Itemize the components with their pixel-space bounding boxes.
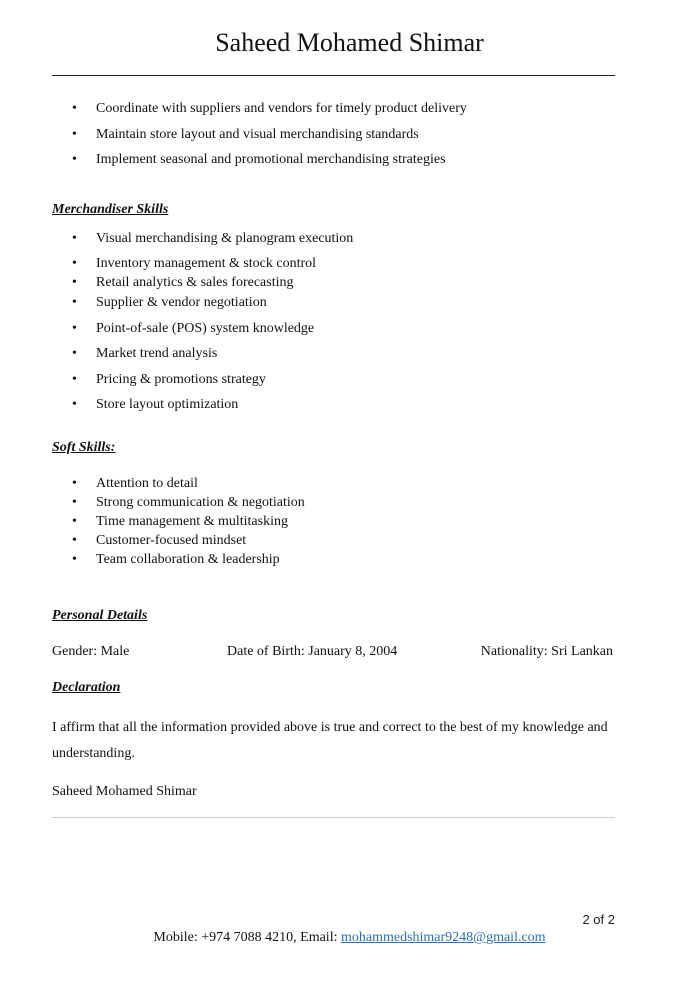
list-item: • Customer-focused mindset	[52, 532, 305, 551]
header-divider	[52, 75, 615, 76]
email-link[interactable]: mohammedshimar9248@gmail.com	[340, 930, 546, 945]
personal-details-heading: Personal Details	[52, 608, 148, 623]
list-item: • Attention to detail	[52, 475, 305, 494]
contact-footer	[0, 930, 699, 946]
list-item: • Retail analytics & sales forecasting	[52, 274, 294, 292]
list-item: • Coordinate with suppliers and vendors for timely product delivery	[52, 100, 467, 126]
list-item: • Inventory management & stock control	[52, 255, 316, 273]
page-number: 2 of 2	[582, 912, 615, 927]
candidate-name: Saheed Mohamed Shimar	[215, 28, 484, 57]
list-item: • Implement seasonal and promotional merchandising strategies	[52, 151, 467, 177]
declaration-text: I affirm that all the information provided above is true and correct to the best of my knowledge and understanding.	[52, 720, 608, 761]
list-item: • Maintain store layout and visual merchandising standards	[52, 126, 467, 152]
soft-skills-list	[52, 475, 305, 570]
dob-value: Date of Birth: January 8, 2004	[227, 644, 398, 659]
declaration-heading: Declaration	[52, 680, 121, 695]
list-item: • Supplier & vendor negotiation	[52, 294, 267, 312]
soft-skills-heading: Soft Skills:	[52, 440, 116, 455]
footer-divider	[52, 817, 615, 818]
nationality-value: Nationality: Sri Lankan	[480, 644, 613, 659]
duties-list	[52, 100, 467, 177]
list-item: • Team collaboration & leadership	[52, 551, 305, 570]
merchandiser-skills-heading: Merchandiser Skills	[52, 202, 169, 217]
list-item: • Time management & multitasking	[52, 513, 305, 532]
list-item: • Point-of-sale (POS) system knowledge	[52, 320, 314, 338]
list-item: • Visual merchandising & planogram execution	[52, 230, 353, 248]
list-item: • Pricing & promotions strategy	[52, 371, 266, 389]
signature-name: Saheed Mohamed Shimar	[52, 784, 197, 799]
gender-value: Gender: Male	[52, 644, 130, 659]
list-item: • Store layout optimization	[52, 396, 238, 414]
list-item: • Strong communication & negotiation	[52, 494, 305, 513]
contact-text: Mobile: +974 7088 4210, Email:	[153, 930, 341, 945]
list-item: • Market trend analysis	[52, 345, 217, 363]
